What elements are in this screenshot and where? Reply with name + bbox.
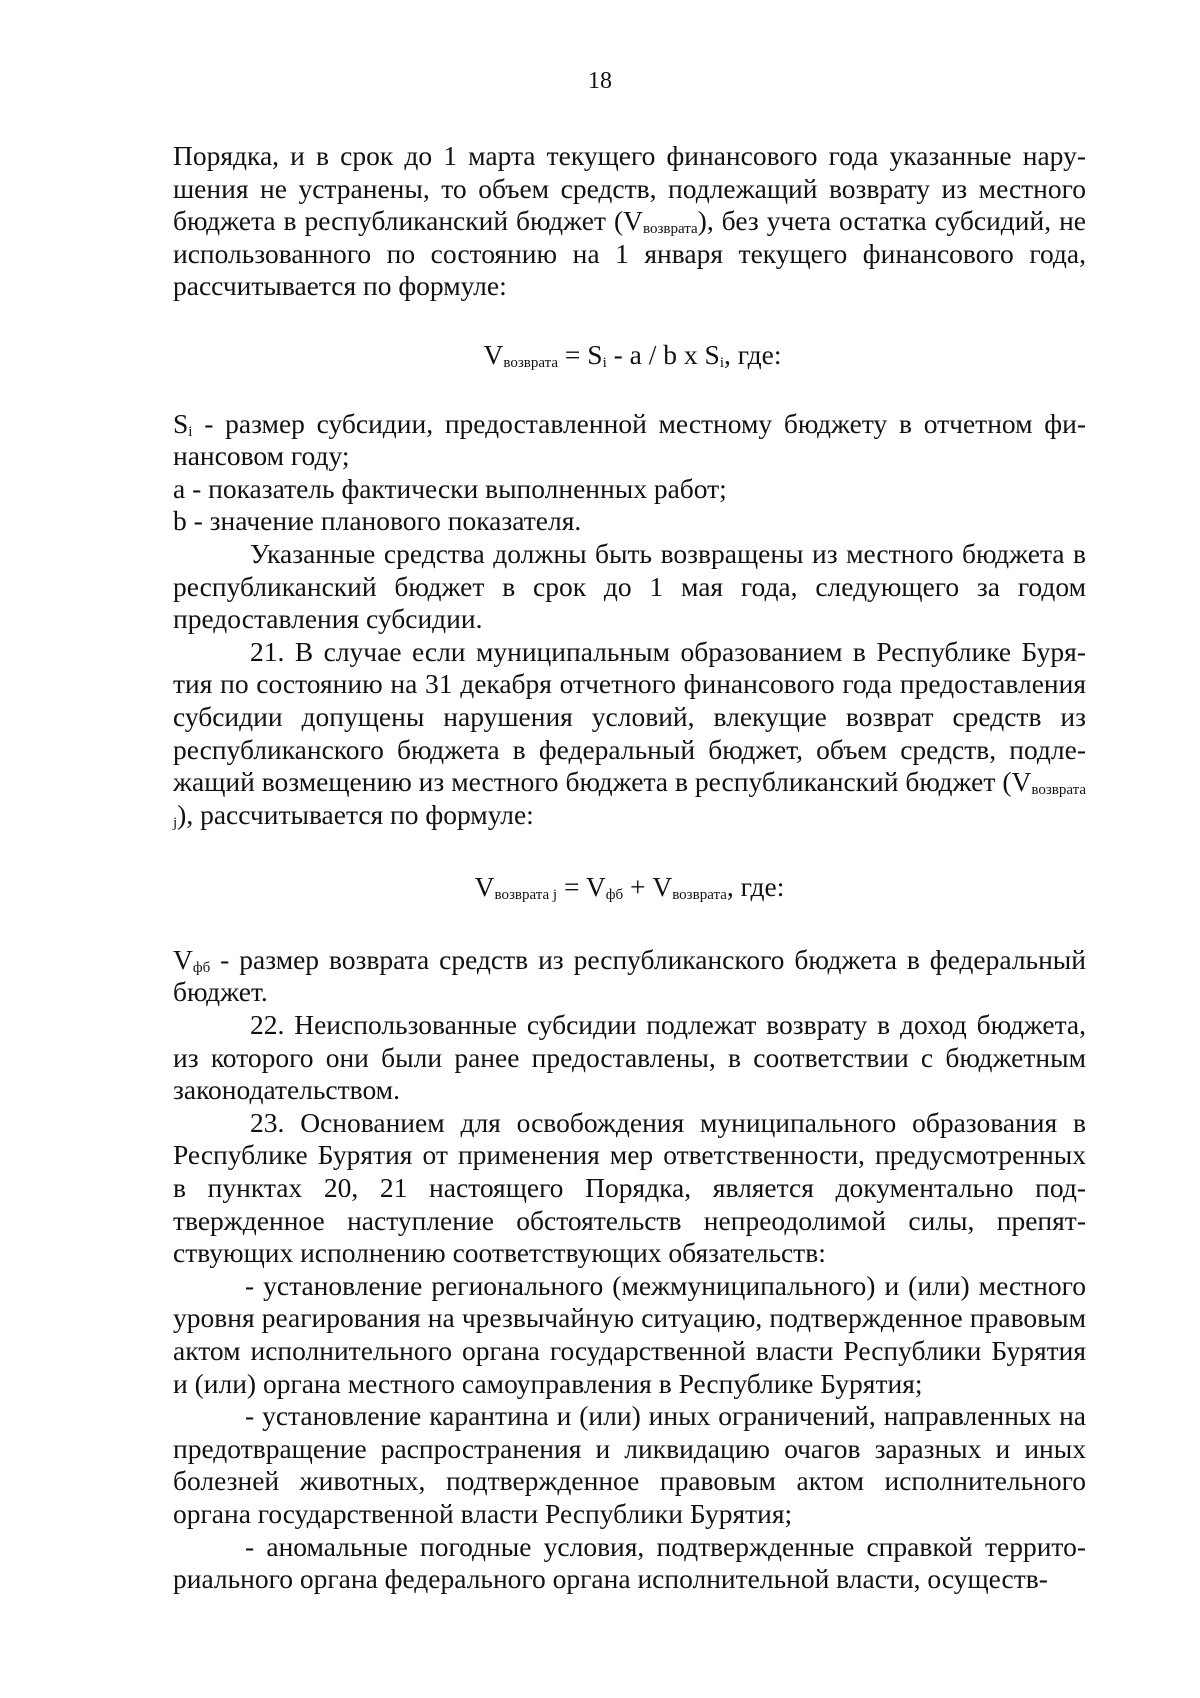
formula2-eq-b: + V bbox=[623, 871, 673, 903]
formula2-v2-sub: возврата bbox=[672, 887, 727, 904]
vfb-text: - размер возврата средств из республиканского бюджета в федеральный бюджет. bbox=[173, 943, 1086, 1008]
definition-a: a - показатель фактически выполненных работ; bbox=[173, 472, 727, 504]
si-subscript: i bbox=[188, 423, 193, 440]
formula2-v: V bbox=[474, 871, 495, 903]
si-text: - размер субсидии, предоставленной местному бюджету в отчетном финансовом году; bbox=[173, 407, 1086, 472]
item21-text-b: ), рассчитывается по формуле: bbox=[177, 798, 534, 830]
formula1-s-sub2: i bbox=[719, 354, 724, 371]
formula2-eq-a: = V bbox=[557, 871, 606, 903]
intro-text-a: Порядка, и в срок до 1 марта текущего финансового года указанные нарушения не устранены, то объем средств, подлежащий возврату из местного бюджета в республиканский бюджет (V bbox=[173, 140, 1086, 237]
formula1-tail: , где: bbox=[724, 338, 782, 370]
vfb-symbol: V bbox=[173, 943, 193, 975]
formula1-s-sub1: i bbox=[602, 354, 607, 371]
formula1-eq-a: = S bbox=[558, 338, 603, 370]
item21-subscript: возврата j bbox=[173, 782, 1086, 831]
intro-text-b: ), без учета остатка субсидий, не использованного по состоянию на 1 января текущего финансового года, рассчитывается по формуле: bbox=[173, 205, 1087, 302]
formula2-tail: , где: bbox=[726, 871, 785, 903]
formula-return bbox=[173, 339, 1086, 372]
item-22: 22. Неиспользованные субсидии подлежат возврату в доход бюджета, из которого они были ранее предоставлены, в соответствии с бюджетным законодательством. bbox=[173, 1009, 1086, 1106]
formula1-v: V bbox=[483, 338, 504, 370]
formula2-fb-sub: фб bbox=[605, 887, 624, 904]
return-paragraph: Указанные средства должны быть возвращены из местного бюджета в республиканский бюджет в срок до 1 мая года, следующего за годом предоставления субсидии. bbox=[173, 537, 1086, 635]
page-number: 18 bbox=[588, 68, 612, 94]
item-21 bbox=[173, 636, 1086, 832]
vfb-subscript: фб bbox=[192, 959, 211, 976]
formula2-v-sub: возврата j bbox=[494, 887, 558, 904]
formula1-v-sub: возврата bbox=[503, 354, 559, 371]
bullet-quarantine: - установление карантина и (или) иных ограничений, направленных на предотвращение распространения и ликвидацию очагов заразных и иных болезней животных, подтвержденное правовым актом исполнительного органа государственной власти Республики Бурятия; bbox=[173, 1400, 1086, 1529]
bullet-emergency: - установление регионального (межмуниципального) и (или) местного уровня реагирования на чрезвычайную ситуацию, подтвержденное правовым актом исполнительного органа государственной власти Республики Бурятия и (или) органа местного самоуправления в Республике Бурятия; bbox=[173, 1269, 1086, 1399]
definition-b: b - значение планового показателя. bbox=[173, 505, 582, 537]
bullet-weather: - аномальные погодные условия, подтвержденные справкой территориального органа федерального органа исполнительной власти, осуществ- bbox=[173, 1530, 1086, 1595]
formula-return-j bbox=[173, 871, 1086, 904]
definition-si bbox=[173, 408, 1086, 473]
intro-subscript: возврата bbox=[643, 221, 698, 238]
item-23: 23. Основанием для освобождения муниципального образования в Республике Бурятия от применения мер ответственности, предусмотренных в пунктах 20, 21 настоящего Порядка, является документально подтвержденное наступление обстоятельств непреодолимой силы, препятствующих исполнению соответствующих обязательств: bbox=[173, 1106, 1086, 1269]
item21-text-a: 21. В случае если муниципальным образованием в Республике Бурятия по состоянию на 31 декабря отчетного финансового года предоставления субсидии допущены нарушения условий, влекущие возврат средств из республиканского бюджета в федеральный бюджет, объем средств, подлежащий возмещению из местного бюджета в республиканский бюджет (V bbox=[173, 635, 1086, 798]
document-body bbox=[173, 140, 1086, 1596]
definition-vfb bbox=[173, 944, 1086, 1009]
si-symbol: S bbox=[173, 407, 189, 439]
formula1-eq-b: - a / b x S bbox=[606, 338, 720, 370]
intro-paragraph bbox=[173, 140, 1086, 303]
